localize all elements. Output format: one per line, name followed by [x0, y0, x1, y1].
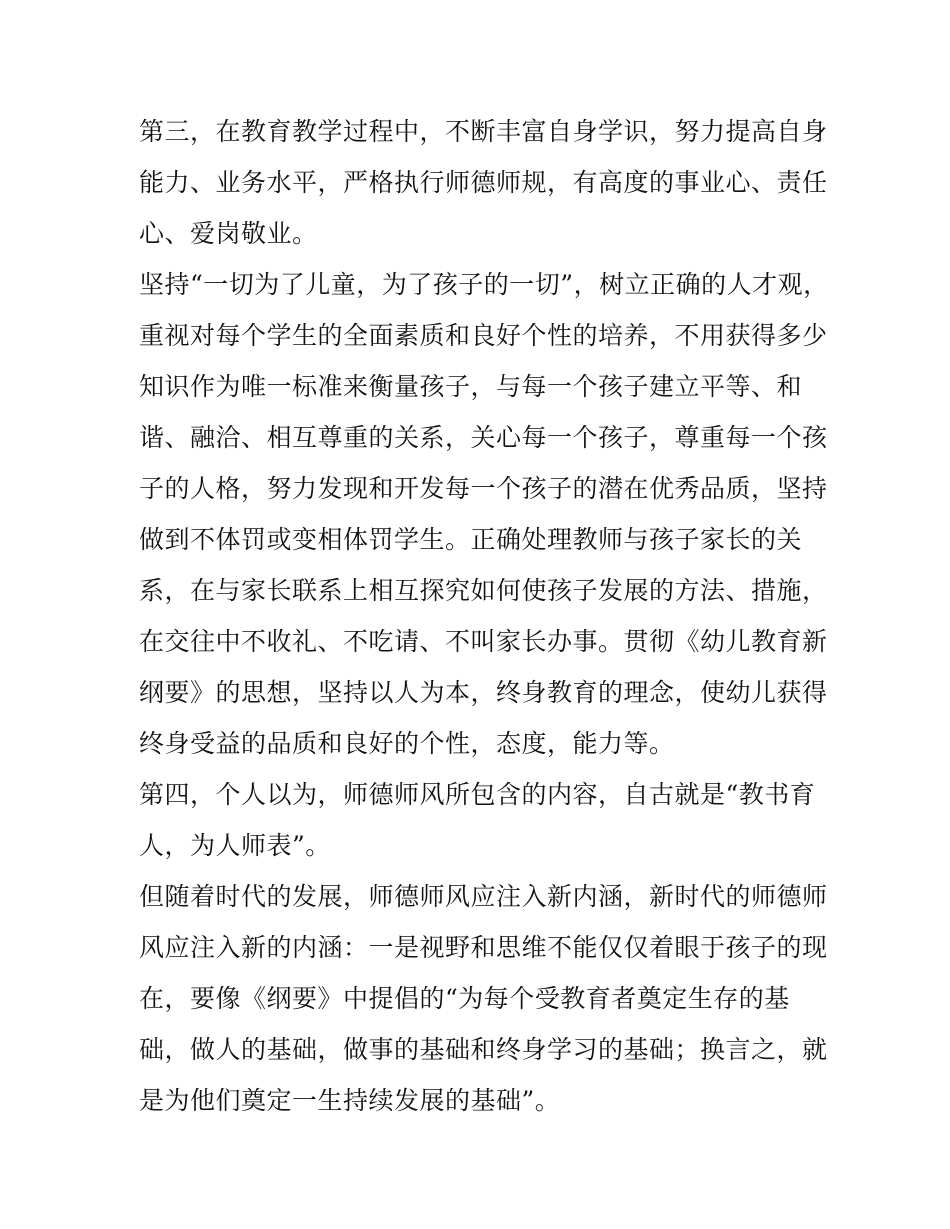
text-line: 心、爱岗敬业。 [139, 219, 318, 248]
text-line: 坚持“一切为了儿童，为了孩子的一切”，树立正确的人才观， [139, 270, 829, 299]
text-line: 在，要像《纲要》中提倡的“为每个受教育者奠定生存的基 [139, 984, 790, 1013]
text-line: 谐、融洽、相互尊重的关系，关心每一个孩子，尊重每一个孩 [139, 423, 828, 452]
text-line: 子的人格，努力发现和开发每一个孩子的潜在优秀品质，坚持 [139, 474, 828, 503]
text-line: 但随着时代的发展，师德师风应注入新内涵，新时代的师德师 [139, 882, 828, 911]
text-line: 能力、业务水平，严格执行师德师规，有高度的事业心、责任 [139, 168, 828, 197]
text-line: 在交往中不收礼、不吃请、不叫家长办事。贯彻《幼儿教育新 [139, 627, 828, 656]
text-line: 做到不体罚或变相体罚学生。正确处理教师与孩子家长的关 [139, 525, 803, 554]
text-line: 知识作为唯一标准来衡量孩子，与每一个孩子建立平等、和 [139, 372, 803, 401]
body-text [139, 106, 829, 1126]
text-line: 是为他们奠定一生持续发展的基础”。 [139, 1086, 561, 1115]
text-line: 系，在与家长联系上相互探究如何使孩子发展的方法、措施， [139, 576, 828, 605]
text-line: 第四，个人以为，师德师风所包含的内容，自古就是“教书育 [139, 780, 816, 809]
text-line: 纲要》的思想，坚持以人为本，终身教育的理念，使幼儿获得 [139, 678, 828, 707]
text-line: 风应注入新的内涵：一是视野和思维不能仅仅着眼于孩子的现 [139, 933, 828, 962]
text-line: 人，为人师表”。 [139, 831, 331, 860]
text-line: 础，做人的基础，做事的基础和终身学习的基础；换言之，就 [139, 1035, 828, 1064]
text-line: 终身受益的品质和良好的个性，态度，能力等。 [139, 729, 675, 758]
text-line: 第三，在教育教学过程中，不断丰富自身学识，努力提高自身 [139, 117, 828, 146]
text-line: 重视对每个学生的全面素质和良好个性的培养，不用获得多少 [139, 321, 828, 350]
